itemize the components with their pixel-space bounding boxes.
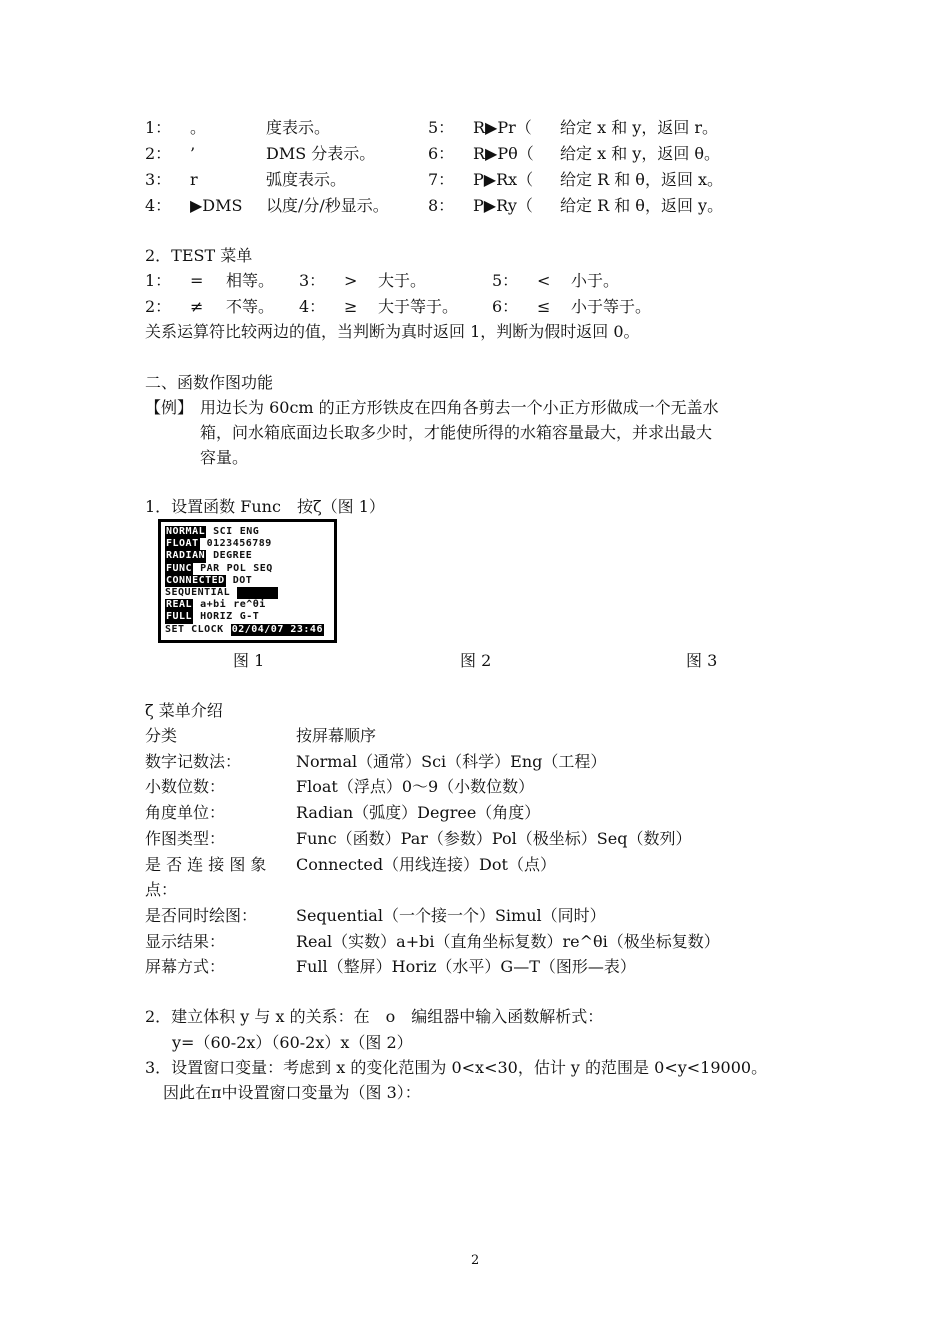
- item-function: P▶Ry（: [473, 196, 533, 215]
- item-number: 4：: [299, 297, 326, 316]
- example-label: 【例】: [145, 398, 194, 417]
- item-number: 5：: [492, 271, 519, 290]
- item-number: 7：: [428, 170, 455, 189]
- mode-category: 角度单位：: [145, 803, 226, 822]
- section-title: 2．TEST 菜单: [145, 246, 253, 265]
- column-header-category: 分类: [145, 726, 178, 745]
- operator-symbol: ≥: [344, 297, 358, 316]
- calculator-option: ENG: [239, 526, 260, 537]
- column-header-order: 按屏幕顺序: [296, 726, 377, 745]
- calculator-row: [165, 611, 330, 623]
- calculator-option: POL: [226, 562, 247, 574]
- calculator-selected-option: FLOAT: [166, 538, 199, 550]
- item-number: 3：: [145, 170, 172, 189]
- calculator-selected-option: 02/04/07 23:46: [231, 623, 323, 635]
- calculator-option: SCI: [213, 526, 233, 537]
- calculator-row: [165, 599, 330, 611]
- operator-symbol: >: [344, 271, 358, 290]
- item-number: 1：: [145, 271, 172, 290]
- step-3-text-continued: 因此在π中设置窗口变量为（图 3）：: [163, 1083, 421, 1102]
- page-number: 2: [471, 1253, 480, 1268]
- operator-desc: 相等。: [226, 271, 275, 290]
- item-function: P▶Rx（: [473, 170, 534, 189]
- calculator-option: a+bi: [200, 599, 227, 611]
- calculator-selected-option: CONNECTED: [166, 574, 225, 586]
- item-symbol: ’: [190, 144, 196, 163]
- mode-category: 屏幕方式：: [145, 957, 226, 976]
- mode-options: Full（整屏）Horiz（水平）G—T（图形—表）: [296, 957, 636, 976]
- item-desc: 度表示。: [266, 118, 331, 137]
- operator-symbol: ≠: [190, 297, 204, 316]
- calculator-option: HORIZ: [200, 611, 233, 623]
- item-number: 6：: [428, 144, 455, 163]
- item-number: 2：: [145, 297, 172, 316]
- calculator-row: [165, 538, 330, 550]
- item-desc: 给定 R 和 θ，返回 x。: [560, 170, 724, 189]
- calculator-option: 0123456789: [206, 538, 272, 550]
- mode-category: 数字记数法：: [145, 752, 242, 771]
- mode-category: 是否同时绘图：: [145, 906, 258, 925]
- calculator-selected-option: FUNC: [166, 562, 193, 574]
- item-number: 5：: [428, 118, 455, 137]
- item-desc: 以度/分/秒显示。: [266, 196, 389, 215]
- calculator-selected-option: [237, 587, 278, 599]
- calculator-selected-option: FULL: [166, 611, 193, 623]
- item-number: 6：: [492, 297, 519, 316]
- item-symbol: ▶DMS: [190, 196, 243, 215]
- item-function: R▶Pθ（: [473, 144, 534, 163]
- calculator-selected-option: REAL: [166, 599, 193, 611]
- example-text-line: 箱，问水箱底面边长取多少时，才能使所得的水箱容量最大，并求出最大: [200, 423, 713, 442]
- figure-1-caption: 图 1: [233, 651, 265, 670]
- calculator-option: SEQ: [253, 562, 273, 574]
- calculator-option: SET CLOCK: [165, 623, 224, 635]
- operator-symbol: =: [190, 271, 204, 290]
- section-heading: 二、函数作图功能: [145, 373, 274, 392]
- mode-options: Sequential（一个接一个）Simul（同时）: [296, 906, 606, 925]
- calculator-option: DEGREE: [213, 550, 253, 562]
- example-text-line: 容量。: [200, 448, 249, 467]
- test-menu-note: 关系运算符比较两边的值，当判断为真时返回 1，判断为假时返回 0。: [145, 322, 640, 341]
- operator-desc: 小于等于。: [571, 297, 652, 316]
- calculator-row: [165, 526, 330, 538]
- mode-options: Real（实数）a+bi（直角坐标复数）re^θi（极坐标复数）: [296, 932, 720, 951]
- calculator-option: DOT: [232, 574, 253, 586]
- mode-options: Normal（通常）Sci（科学）Eng（工程）: [296, 752, 607, 771]
- step-1-text: 1．设置函数 Func 按ζ（图 1）: [145, 497, 385, 516]
- item-symbol: r: [190, 170, 198, 189]
- item-number: 4：: [145, 196, 172, 215]
- mode-options: Connected（用线连接）Dot（点）: [296, 855, 556, 874]
- item-desc: 给定 x 和 y，返回 θ。: [560, 144, 721, 163]
- calculator-mode-screen: [158, 519, 337, 643]
- calculator-row: [165, 563, 330, 575]
- calculator-display: [161, 522, 334, 640]
- mode-options: Radian（弧度）Degree（角度）: [296, 803, 541, 822]
- calculator-row: [165, 575, 330, 587]
- example-text-line: 用边长为 60cm 的正方形铁皮在四角各剪去一个小正方形做成一个无盖水: [200, 398, 719, 417]
- mode-options: Func（函数）Par（参数）Pol（极坐标）Seq（数列）: [296, 829, 692, 848]
- calculator-row: [165, 624, 330, 636]
- item-desc: 弧度表示。: [266, 170, 347, 189]
- item-desc: 给定 R 和 θ，返回 y。: [560, 196, 724, 215]
- calculator-selected-option: RADIAN: [166, 550, 206, 562]
- operator-desc: 大于等于。: [378, 297, 459, 316]
- operator-desc: 大于。: [378, 271, 427, 290]
- operator-symbol: ≤: [537, 297, 551, 316]
- item-number: 8：: [428, 196, 455, 215]
- item-number: 1：: [145, 118, 172, 137]
- mode-options: Float（浮点）0～9（小数位数）: [296, 777, 535, 796]
- mode-category: 是 否 连 接 图 象: [145, 855, 267, 874]
- item-function: R▶Pr（: [473, 118, 532, 137]
- calculator-selected-option: NORMAL: [166, 526, 206, 537]
- step-2-text: 2．建立体积 y 与 x 的关系：在 o 编组器中输入函数解析式：: [145, 1007, 604, 1026]
- item-desc: 给定 x 和 y，返回 r。: [560, 118, 719, 137]
- operator-symbol: <: [537, 271, 551, 290]
- calculator-option: re^θi: [233, 599, 266, 611]
- item-number: 3：: [299, 271, 326, 290]
- calculator-option: G-T: [239, 611, 260, 623]
- item-number: 2：: [145, 144, 172, 163]
- step-2-formula: y=（60-2x）（60-2x）x（图 2）: [172, 1033, 413, 1052]
- item-desc: DMS 分表示。: [266, 144, 376, 163]
- mode-category-continued: 点：: [145, 880, 178, 899]
- mode-category: 作图类型：: [145, 829, 226, 848]
- mode-category: 显示结果：: [145, 932, 226, 951]
- step-3-text: 3．设置窗口变量：考虑到 x 的变化范围为 0<x<30，估计 y 的范围是 0<y<19000。: [145, 1058, 768, 1077]
- calculator-row: [165, 587, 330, 599]
- mode-menu-title: ζ 菜单介绍: [145, 701, 223, 720]
- figure-3-caption: 图 3: [686, 651, 718, 670]
- calculator-option: PAR: [200, 562, 220, 574]
- operator-desc: 不等。: [226, 297, 275, 316]
- mode-category: 小数位数：: [145, 777, 226, 796]
- calculator-row: [165, 550, 330, 562]
- operator-desc: 小于。: [571, 271, 620, 290]
- calculator-option: SEQUENTIAL: [165, 587, 231, 599]
- item-symbol: 。: [190, 118, 207, 137]
- figure-2-caption: 图 2: [460, 651, 492, 670]
